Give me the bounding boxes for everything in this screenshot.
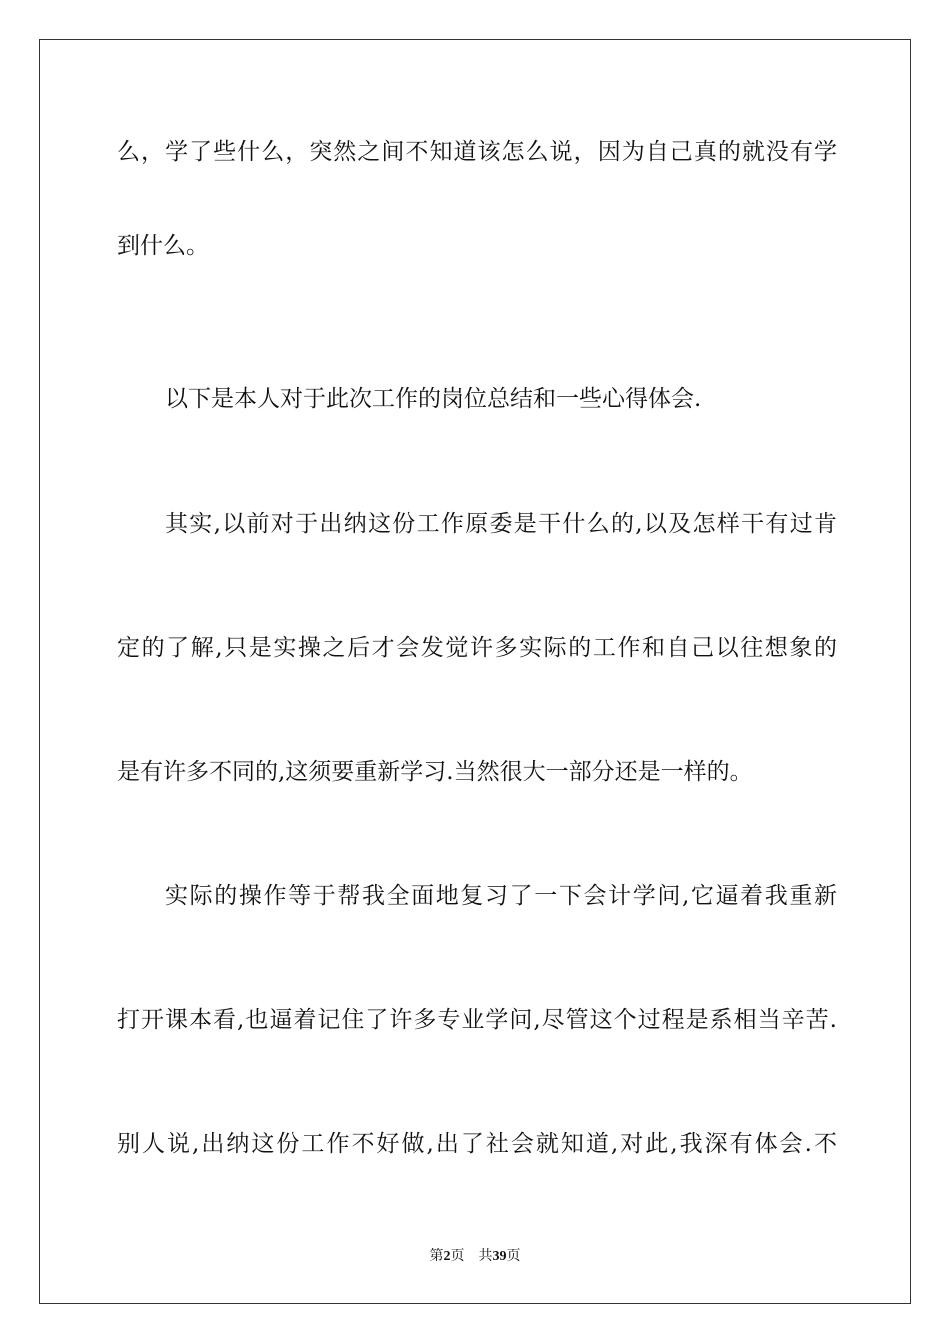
text-line-5: 定的了解,只是实操之后才会发觉许多实际的工作和自己以往想象的 — [117, 635, 837, 661]
text-line-2: 到什么。 — [117, 233, 209, 259]
text-line-7: 实际的操作等于帮我全面地复习了一下会计学问,它逼着我重新 — [165, 883, 837, 909]
total-prefix: 共 — [478, 1248, 493, 1264]
total-suffix: 页 — [506, 1248, 521, 1264]
text-line-3: 以下是本人对于此次工作的岗位总结和一些心得体会. — [165, 386, 702, 412]
text-line-4: 其实,以前对于出纳这份工作原委是干什么的,以及怎样干有过肯 — [165, 511, 837, 537]
page-total: 39 — [492, 1249, 507, 1264]
text-line-1: 么，学了些什么，突然之间不知道该怎么说，因为自己真的就没有学 — [117, 139, 837, 165]
text-line-6: 是有许多不同的,这须要重新学习.当然很大一部分还是一样的。 — [117, 759, 753, 785]
text-line-8: 打开课本看,也逼着记住了许多专业学问,尽管这个过程是系相当辛苦. — [117, 1007, 837, 1033]
page-border — [39, 39, 911, 1304]
text-line-9: 别人说,出纳这份工作不好做,出了社会就知道,对此,我深有体会.不 — [117, 1131, 837, 1157]
page-prefix: 第 — [429, 1248, 444, 1264]
page-footer — [0, 1247, 950, 1266]
page-suffix: 页 — [450, 1248, 465, 1264]
page-current: 2 — [443, 1249, 451, 1264]
